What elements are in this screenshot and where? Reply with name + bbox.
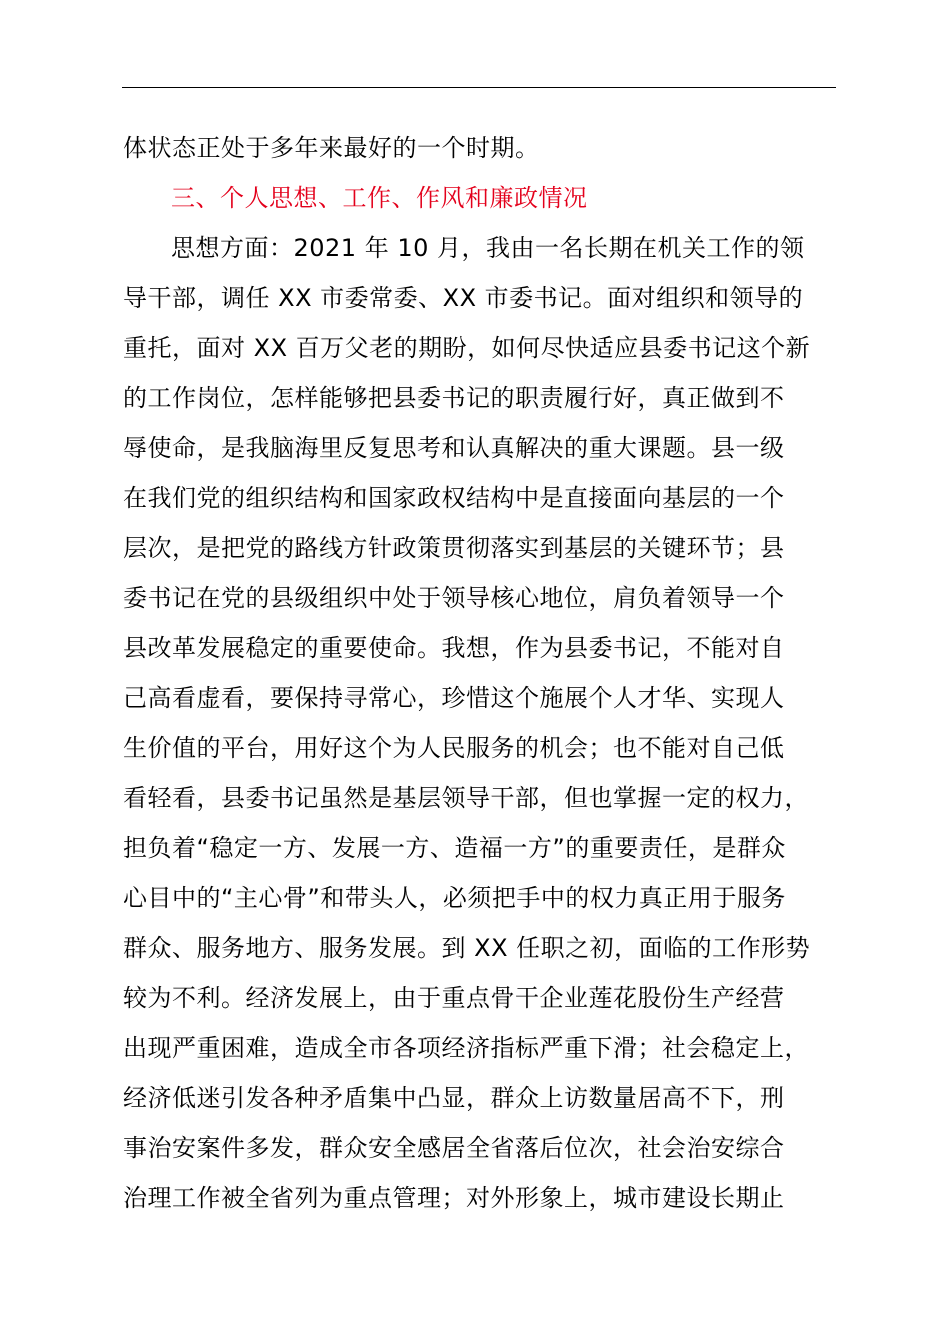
- text-line: 看轻看，县委书记虽然是基层领导干部，但也掌握一定的权力，: [123, 784, 809, 812]
- text-line: 治理工作被全省列为重点管理；对外形象上，城市建设长期止: [123, 1184, 785, 1212]
- text-line: 的工作岗位，怎样能够把县委书记的职责履行好，真正做到不: [123, 384, 785, 412]
- text-line: 经济低迷引发各种矛盾集中凸显，群众上访数量居高不下，刑: [123, 1084, 785, 1112]
- text-line: 委书记在党的县级组织中处于领导核心地位，肩负着领导一个: [123, 584, 785, 612]
- text-line: 辱使命，是我脑海里反复思考和认真解决的重大课题。县一级: [123, 434, 785, 462]
- text-line: 县改革发展稳定的重要使命。我想，作为县委书记，不能对自: [123, 634, 785, 662]
- text-line: 在我们党的组织结构和国家政权结构中是直接面向基层的一个: [123, 484, 785, 512]
- text-line: 事治安案件多发，群众安全感居全省落后位次，社会治安综合: [123, 1134, 785, 1162]
- paragraph-first-line: 思想方面：2021 年 10 月，我由一名长期在机关工作的领: [171, 234, 805, 262]
- text-line: 体状态正处于多年来最好的一个时期。: [123, 134, 540, 162]
- text-line: 生价值的平台，用好这个为人民服务的机会；也不能对自己低: [123, 734, 785, 762]
- text-line: 较为不利。经济发展上，由于重点骨干企业莲花股份生产经营: [123, 984, 785, 1012]
- text-line: 层次，是把党的路线方针政策贯彻落实到基层的关键环节；县: [123, 534, 785, 562]
- document-body: [123, 123, 837, 1223]
- section-heading: 三、个人思想、工作、作风和廉政情况: [171, 184, 588, 212]
- text-line: 导干部，调任 XX 市委常委、XX 市委书记。面对组织和领导的: [123, 284, 804, 312]
- text-line: 心目中的“主心骨”和带头人，必须把手中的权力真正用于服务: [123, 884, 786, 912]
- text-line: 担负着“稳定一方、发展一方、造福一方”的重要责任，是群众: [123, 834, 786, 862]
- text-line: 重托，面对 XX 百万父老的期盼，如何尽快适应县委书记这个新: [123, 334, 811, 362]
- text-line: 群众、服务地方、服务发展。到 XX 任职之初，面临的工作形势: [123, 934, 811, 962]
- text-line: 己高看虚看，要保持寻常心，珍惜这个施展个人才华、实现人: [123, 684, 785, 712]
- text-line: 出现严重困难，造成全市各项经济指标严重下滑；社会稳定上，: [123, 1034, 809, 1062]
- header-rule: [122, 87, 836, 88]
